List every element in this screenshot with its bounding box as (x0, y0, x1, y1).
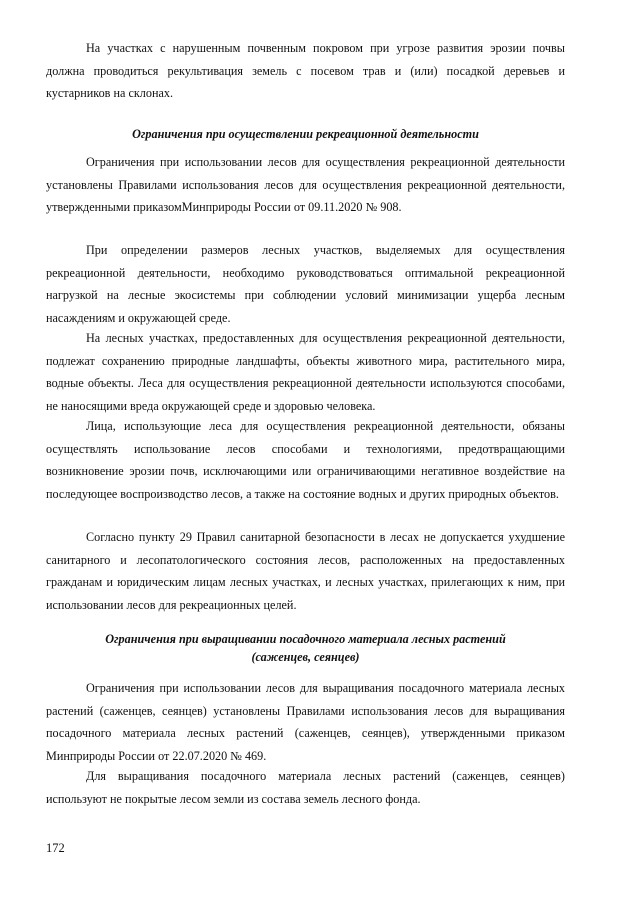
page-number: 172 (46, 841, 65, 855)
paragraph-preserved-objects: На лесных участках, предоставленных для осуществления рекреационной деятельности, подлежат сохранению природные ландшафты, объекты животного мира, растительного мира, водные объекты. Леса для осуществления рекреационной деятельности используются способами, не наносящими вреда окружающей среде и здоровью человека. (46, 331, 565, 413)
paragraph-erosion-reclamation: На участках с нарушенным почвенным покровом при угрозе развития эрозии почвы должна проводиться рекультивация земель с посевом трав и (или) посадкой деревьев и кустарников на склонах. (46, 41, 565, 101)
paragraph-non-forested-lands: Для выращивания посадочного материала лесных растений (саженцев, сеянцев) используют не покрытые лесом земли из состава земель лесного фонда. (46, 769, 565, 806)
heading-line-1: Ограничения при выращивании посадочного материала лесных растений (105, 632, 506, 646)
heading-recreational-restrictions: Ограничения при осуществлении рекреационной деятельности (132, 127, 479, 141)
paragraph-plot-sizing: При определении размеров лесных участков, выделяемых для осуществления рекреационной деятельности, необходимо руководствоваться оптимальной рекреационной нагрузкой на лесные экосистемы при соблюдении условий минимизации ущерба лесным насаждениям и окружающей среде. (46, 243, 565, 325)
paragraph-recreational-rules: Ограничения при использовании лесов для осуществления рекреационной деятельности установлены Правилами использования лесов для осуществления рекреационной деятельности, утвержденными приказомМинприроды России от 09.11.2020 № 908. (46, 155, 565, 215)
paragraph-sanitary-rules: Согласно пункту 29 Правил санитарной безопасности в лесах не допускается ухудшение санитарного и лесопатологического состояния лесов, расположенных на предоставленных гражданам и юридическим лицам лесных участках, и лесных участках, прилегающих к ним, при использовании лесов для рекреационных целей. (46, 530, 565, 612)
paragraph-planting-rules: Ограничения при использовании лесов для выращивания посадочного материала лесных растений (саженцев, сеянцев) установлены Правилами использования лесов для выращивания посадочного материала лесных растений (саженцев, сеянцев), утвержденными приказом Минприроды России от 22.07.2020 № 469. (46, 681, 565, 763)
paragraph-user-obligations: Лица, использующие леса для осуществления рекреационной деятельности, обязаны осуществлять использование лесов способами и технологиями, предотвращающими возникновение эрозии почв, исключающими или ограничивающими негативное воздействие на последующее воспроизводство лесов, а также на состояние водных и других природных объектов. (46, 419, 565, 501)
heading-planting-material-restrictions (46, 630, 565, 666)
heading-line-2: (саженцев, сеянцев) (251, 650, 360, 664)
